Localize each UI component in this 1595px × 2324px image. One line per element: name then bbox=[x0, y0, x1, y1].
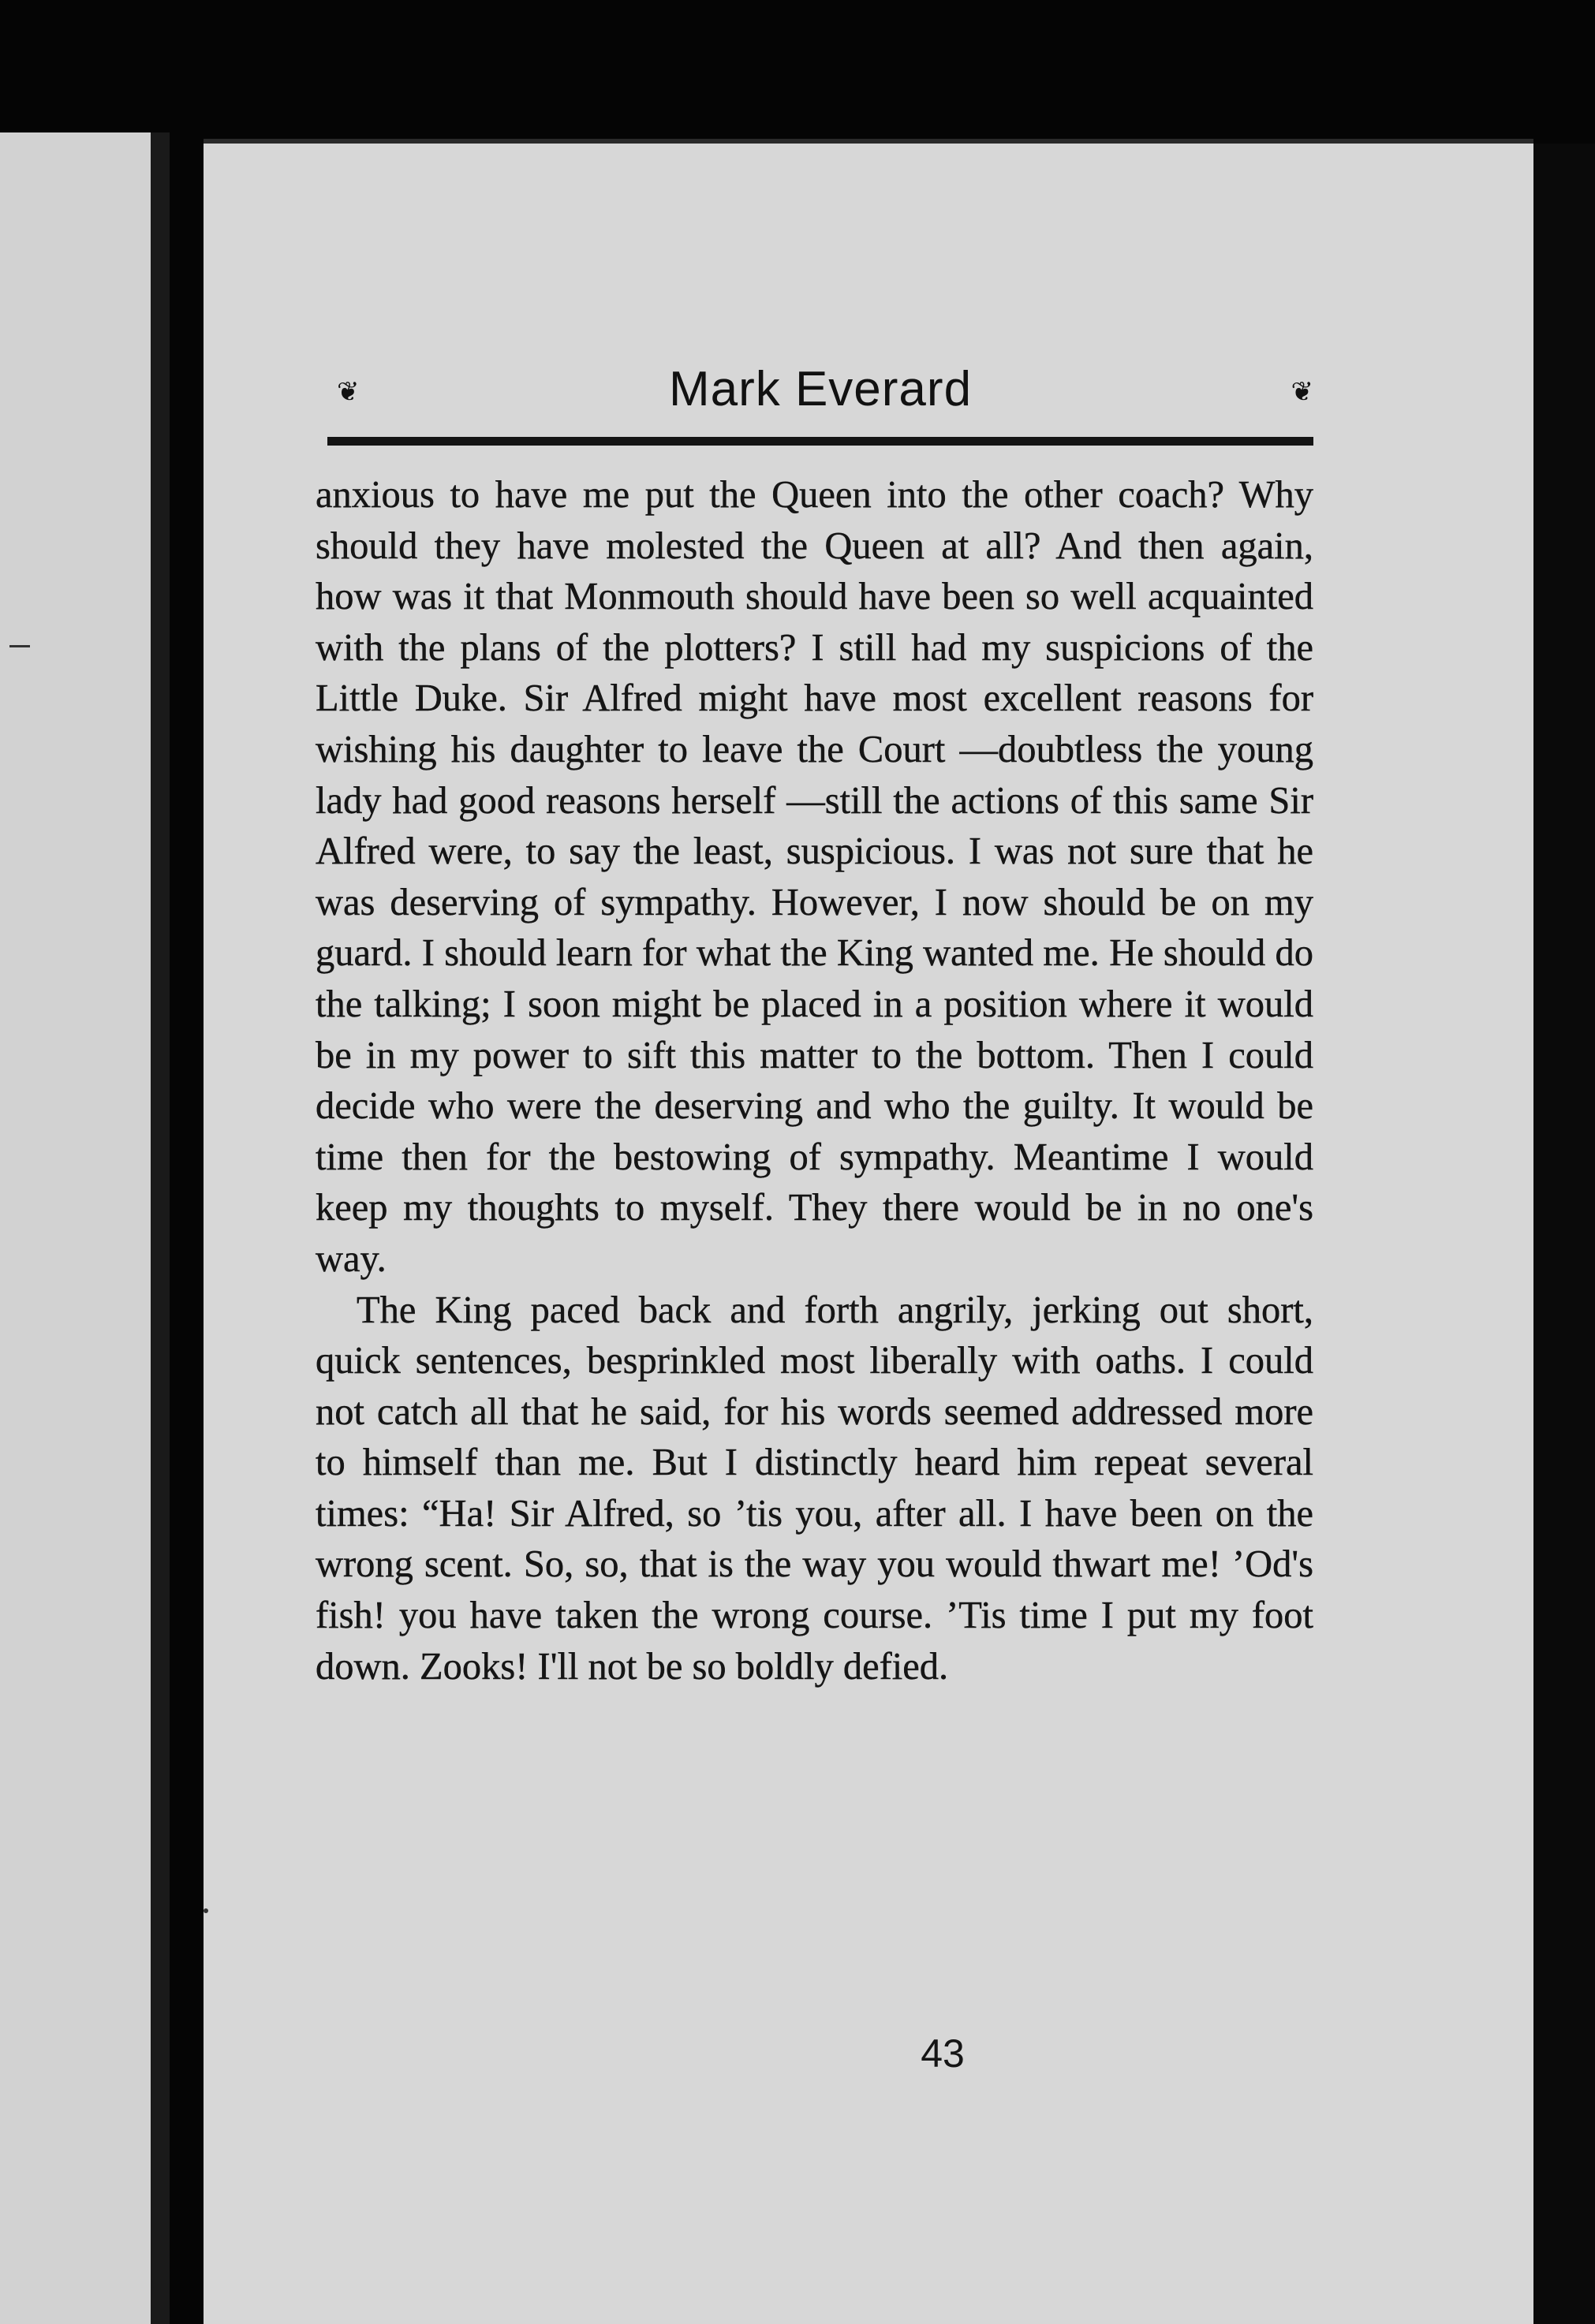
header-rule bbox=[327, 437, 1313, 446]
header-ornament-right: ❦ bbox=[1291, 376, 1313, 408]
page-number: 43 bbox=[921, 2031, 965, 2076]
running-header bbox=[327, 356, 1313, 427]
header-ornament-left: ❦ bbox=[337, 376, 360, 408]
page-right-edge bbox=[1533, 144, 1595, 2324]
running-title: Mark Everard bbox=[668, 362, 973, 416]
margin-mark bbox=[9, 645, 30, 647]
left-facing-page bbox=[0, 132, 170, 2324]
paragraph: The King paced back and forth angrily, jerking out short, quick sentences, besprinkled most liberally with oaths. I could not catch all that he said, for his words seemed addressed more to himself than me. But I distinctly heard him repeat several times: “Ha! Sir Alfred, so ’tis you, after all. I have been on the wrong scent. So, so, that is the way you would thwart me! ’Od's fish! you have taken the wrong course. ’Tis time I put my foot down. Zooks! I'll not be so boldly defied. bbox=[316, 1289, 1313, 1688]
body-text bbox=[316, 470, 1313, 1692]
margin-mark bbox=[204, 1908, 208, 1913]
paragraph-continued: anxious to have me put the Queen into the other coach? Why should they have molested the Queen at all? And then again, how was it that Monmouth should have been so well acquainted with the plans of the plotters? I still had my suspicions of the Little Duke. Sir Alfred might have most excellent reasons for wishing his daughter to leave the Court —doubtless the young lady had good reasons herself —still the actions of this same Sir Alfred were, to say the least, suspicious. I was not sure that he was deserving of sympathy. However, I now should be on my guard. I should learn for what the King wanted me. He should do the talking; I soon might be placed in a position where it would be in my power to sift this matter to the bottom. Then I could decide who were the deserving and who the guilty. It would be time then for the bestowing of sympathy. Meantime I would keep my thoughts to myself. They there would be in no one's way. bbox=[316, 474, 1313, 1280]
